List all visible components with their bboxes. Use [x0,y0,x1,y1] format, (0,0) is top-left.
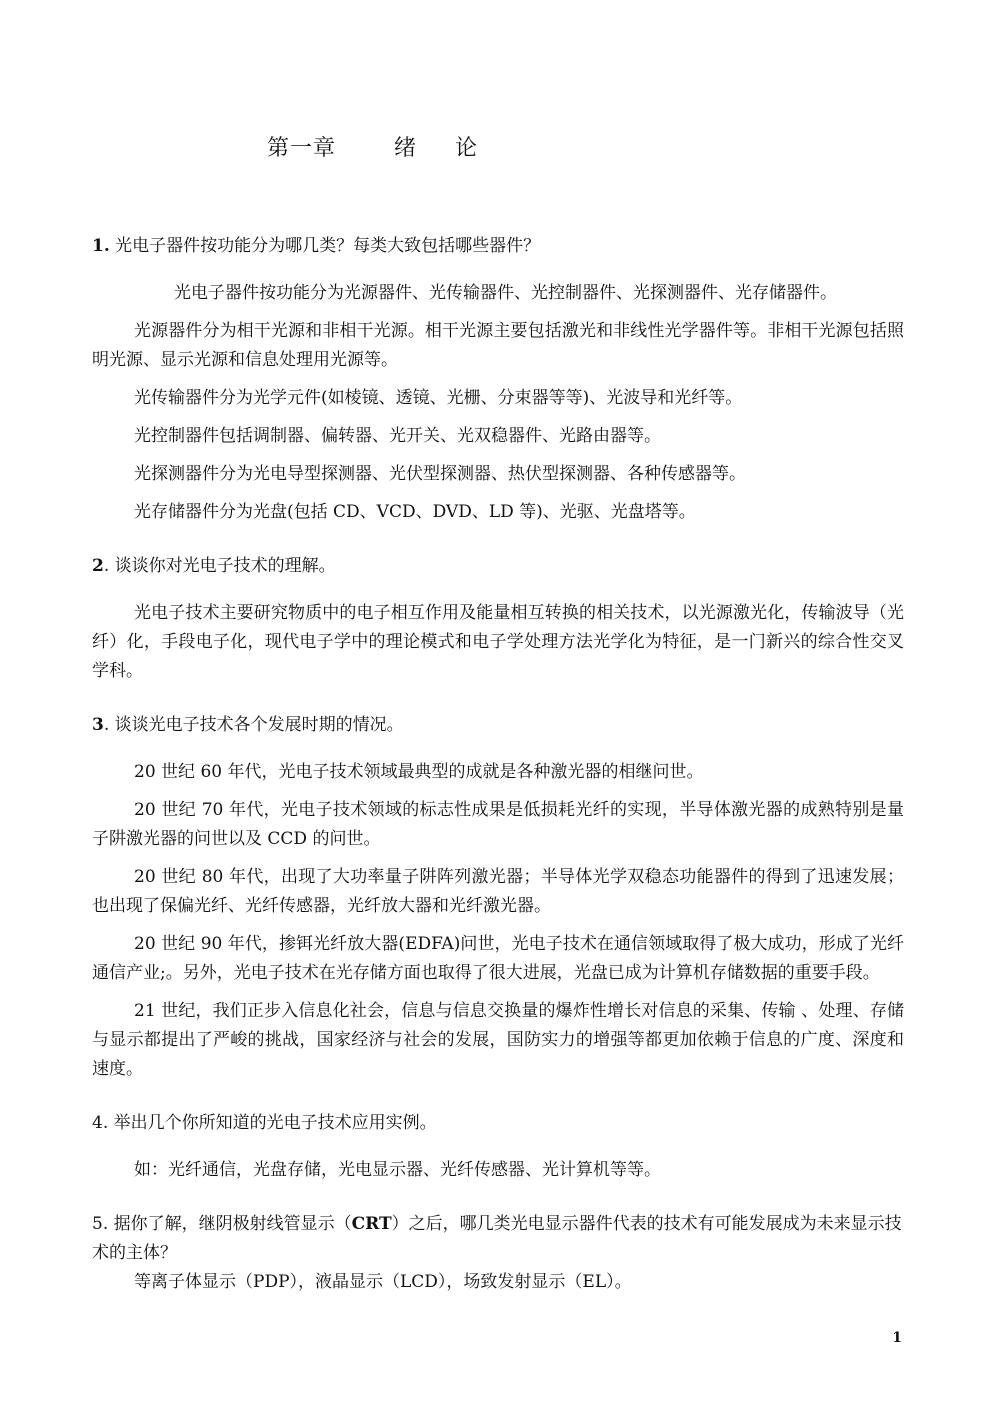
question-2-text: . 谈谈你对光电子技术的理解。 [103,556,336,576]
question-2-number: 2 [92,556,104,576]
question-1-text: 光电子器件按功能分为哪几类？每类大致包括哪些器件？ [115,236,541,256]
answer-3-paragraph: 21 世纪，我们正步入信息化社会，信息与信息交换量的爆炸性增长对信息的采集、传输 、处理、存储与显示都提出了严峻的挑战，国家经济与社会的发展，国防实力的增强等都更加依赖于信息的广度、深度和速度。 [92,1001,905,1079]
question-3 [92,711,904,740]
question-5 [92,1210,904,1268]
answer-1-paragraph: 光传输器件分为光学元件(如棱镜、透镜、光栅、分束器等等)、光波导和光纤等。 [134,388,743,408]
page-number: 1 [892,1330,902,1346]
answer-1-paragraph: 光控制器件包括调制器、偏转器、光开关、光双稳器件、光路由器等。 [134,426,661,446]
answer-3-paragraph: 20 世纪 80 年代，出现了大功率量子阱阵列激光器；半导体光学双稳态功能器件的得到了迅速发展；也出现了保偏光纤、光纤传感器，光纤放大器和光纤激光器。 [92,867,904,916]
question-5-text-end: ）之后，哪几类光电显示器件代表的技术有可能发展成为未来显示技术的主体？ [92,1214,902,1263]
question-5-text: 据你了解，继阴极射线管显示（ [113,1214,352,1234]
answer-1-paragraph: 光电子器件按功能分为光源器件、光传输器件、光控制器件、光探测器件、光存储器件。 [174,283,837,303]
question-2 [92,552,904,581]
answer-1-paragraph: 光存储器件分为光盘(包括 CD、VCD、DVD、LD 等)、光驱、光盘塔等。 [134,502,696,522]
chapter-number: 第一章 [266,136,336,161]
answer-1-paragraph: 光源器件分为相干光源和非相干光源。相干光源主要包括激光和非线性光学器件等。非相干光源包括照明光源、显示光源和信息处理用光源等。 [92,321,904,370]
chapter-name: 绪 论 [394,136,493,161]
answer-5-paragraph: 等离子体显示（PDP），液晶显示（LCD），场致发射显示（EL）。 [134,1272,632,1292]
answer-1-paragraph: 光探测器件分为光电导型探测器、光伏型探测器、热伏型探测器、各种传感器等。 [134,464,746,484]
question-5-number: 5. [92,1214,109,1234]
chapter-title [0,131,760,162]
question-4 [92,1109,904,1138]
question-3-text: . 谈谈光电子技术各个发展时期的情况。 [103,715,404,735]
answer-4-paragraph: 如：光纤通信，光盘存储，光电显示器、光纤传感器、光计算机等等。 [134,1160,661,1180]
question-5-text-bold: CRT [351,1214,392,1234]
question-4-text: 举出几个你所知道的光电子技术应用实例。 [113,1113,437,1133]
question-1-number: 1. [92,236,110,256]
answer-3-paragraph: 20 世纪 70 年代，光电子技术领域的标志性成果是低损耗光纤的实现，半导体激光器的成熟特别是量子阱激光器的问世以及 CCD 的问世。 [92,800,904,849]
question-4-number: 4. [92,1113,109,1133]
answer-3-paragraph: 20 世纪 60 年代，光电子技术领域最典型的成就是各种激光器的相继问世。 [134,762,704,782]
answer-2-paragraph: 光电子技术主要研究物质中的电子相互作用及能量相互转换的相关技术，以光源激光化，传输波导（光纤）化，手段电子化，现代电子学中的理论模式和电子学处理方法光学化为特征，是一门新兴的综合性交叉学科。 [92,603,904,681]
question-3-number: 3 [92,715,104,735]
document-body [92,232,904,1297]
answer-3-paragraph: 20 世纪 90 年代，掺铒光纤放大器(EDFA)问世，光电子技术在通信领域取得了极大成功，形成了光纤通信产业;。另外，光电子技术在光存储方面也取得了很大进展，光盘已成为计算机存储数据的重要手段。 [92,934,904,983]
question-1 [92,232,904,261]
